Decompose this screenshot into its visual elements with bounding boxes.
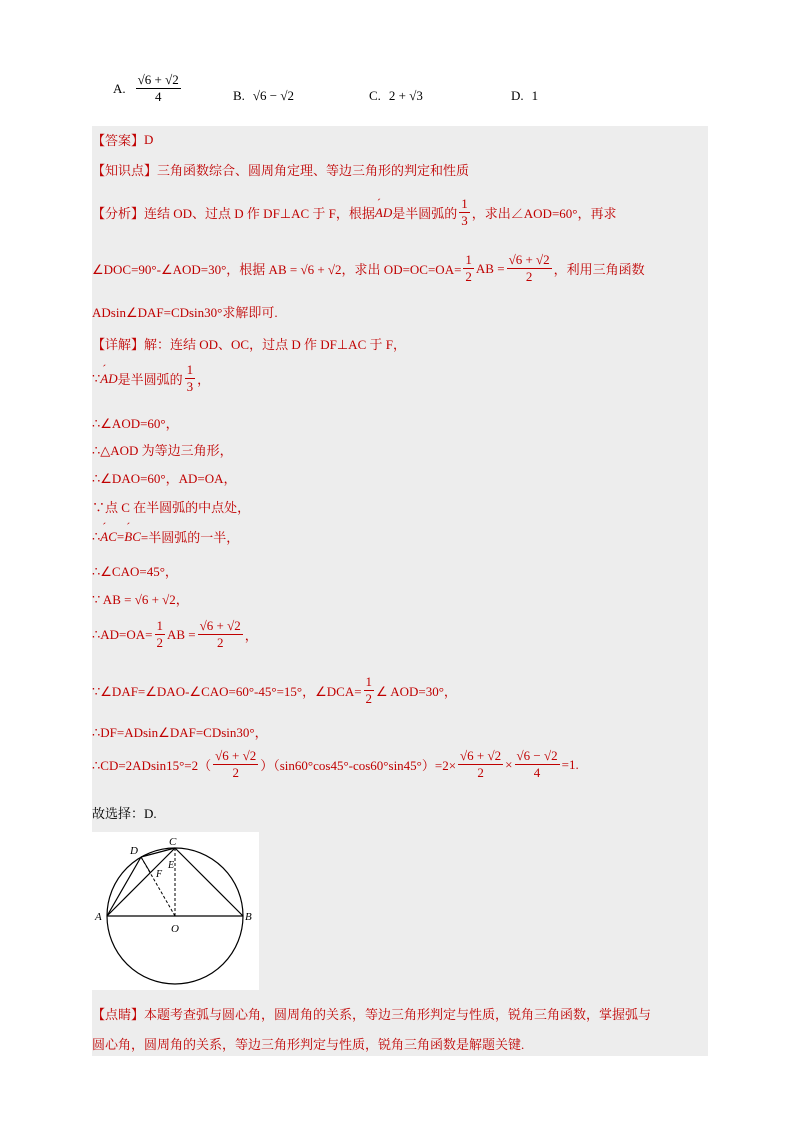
label-o: O bbox=[171, 923, 179, 935]
geometry-figure bbox=[92, 832, 259, 990]
detail-line-11: ∵∠DAF=∠DAO-∠CAO=60°-45°=15°，∠DCA= $\frac{1}{2}$ ∠ AOD=30°， bbox=[92, 674, 457, 706]
detail-line-13: ∴CD=2ADsin15°=2（ $\frac{√6 + √2}{2}$ ）（sin60°cos45°-cos60°sin45°）=2× $\frac{√6 + √2}{2}$ × $\frac{√6 - √2}{4}$ =1. bbox=[92, 748, 579, 780]
chord-bc bbox=[175, 848, 243, 916]
option-a-fraction: $\frac{√6 + √2}{4}$ bbox=[137, 72, 179, 104]
option-d-label: D. bbox=[511, 88, 524, 103]
option-b bbox=[233, 88, 294, 104]
option-a-label: A. bbox=[113, 80, 126, 96]
comment-line-2: 圆心角，圆周角的关系，等边三角形判定与性质，锐角三角函数是解题关键. bbox=[92, 1037, 525, 1052]
perpendicular-df bbox=[141, 857, 150, 872]
option-c-value: 2 + √3 bbox=[388, 88, 423, 103]
option-d bbox=[511, 88, 538, 104]
detail-line-12: ∴DF=ADsin∠DAF=CDsin30°， bbox=[92, 725, 268, 740]
detail-line-2: ∵ ˊ AD 是半圆弧的 $\frac{1}{3}$ ， bbox=[92, 362, 210, 395]
analysis-line-3: ADsin∠DAF=CDsin30°求解即可. bbox=[92, 305, 278, 320]
option-c bbox=[369, 88, 423, 104]
option-a bbox=[113, 72, 183, 105]
detail-line-8: ∴∠CAO=45°， bbox=[92, 564, 178, 579]
knowledge-line: 【知识点】 三角函数综合、圆周角定理、等边三角形的判定和性质 bbox=[92, 163, 470, 178]
detail-line-3: ∴∠AOD=60°， bbox=[92, 416, 179, 431]
label-e: E bbox=[168, 860, 175, 871]
label-b: B bbox=[245, 911, 252, 923]
label-d: D bbox=[130, 845, 138, 857]
option-b-label: B. bbox=[233, 88, 245, 103]
analysis-line-2: ∠DOC=90°-∠AOD=30°，根据 AB = √6 + √2，求出 OD=OC=OA= $\frac{1}{2}$ AB = $\frac{√6 + √2}{2}$ ，利用三角函数 bbox=[92, 252, 645, 284]
analysis-line-1: 【分析】 连结 OD、过点 D 作 DF⊥AC 于 F，根据 ˊ AD 是半圆弧的 $\frac{1}{3}$ ，求出∠AOD=60°，再求 bbox=[92, 196, 616, 229]
detail-line-7: ∴ ˊ AC = ˊ BC =半圆弧的一半， bbox=[92, 527, 239, 546]
choose-line: 故选择：D. bbox=[92, 806, 157, 821]
answer-line: 【答案】 D bbox=[92, 131, 154, 148]
detail-line-10: ∴AD=OA= $\frac{1}{2}$ AB = $\frac{√6 + √2}{2}$ ， bbox=[92, 618, 258, 650]
label-a: A bbox=[95, 911, 102, 923]
detail-line-4: ∴△AOD 为等边三角形， bbox=[92, 443, 233, 458]
detail-line-1: 【详解】 解：连结 OD、OC，过点 D 作 DF⊥AC 于 F， bbox=[92, 337, 406, 352]
option-b-value: √6 − √2 bbox=[252, 88, 295, 103]
option-c-label: C. bbox=[369, 88, 381, 103]
detail-line-6: ∵点 C 在半圆弧的中点处， bbox=[92, 500, 251, 515]
label-c: C bbox=[169, 836, 177, 848]
circle-diagram bbox=[92, 832, 259, 990]
detail-line-9: ∵ AB = √6 + √2， bbox=[92, 592, 189, 607]
arc-ad: ˊ AD bbox=[375, 205, 392, 221]
detail-line-5: ∴∠DAO=60°，AD=OA， bbox=[92, 471, 237, 486]
option-d-value: 1 bbox=[531, 88, 539, 103]
label-f: F bbox=[156, 869, 163, 880]
comment-line-1: 【点睛】 本题考查弧与圆心角，圆周角的关系，等边三角形判定与性质，锐角三角函数，掌握弧与 bbox=[92, 1007, 652, 1022]
